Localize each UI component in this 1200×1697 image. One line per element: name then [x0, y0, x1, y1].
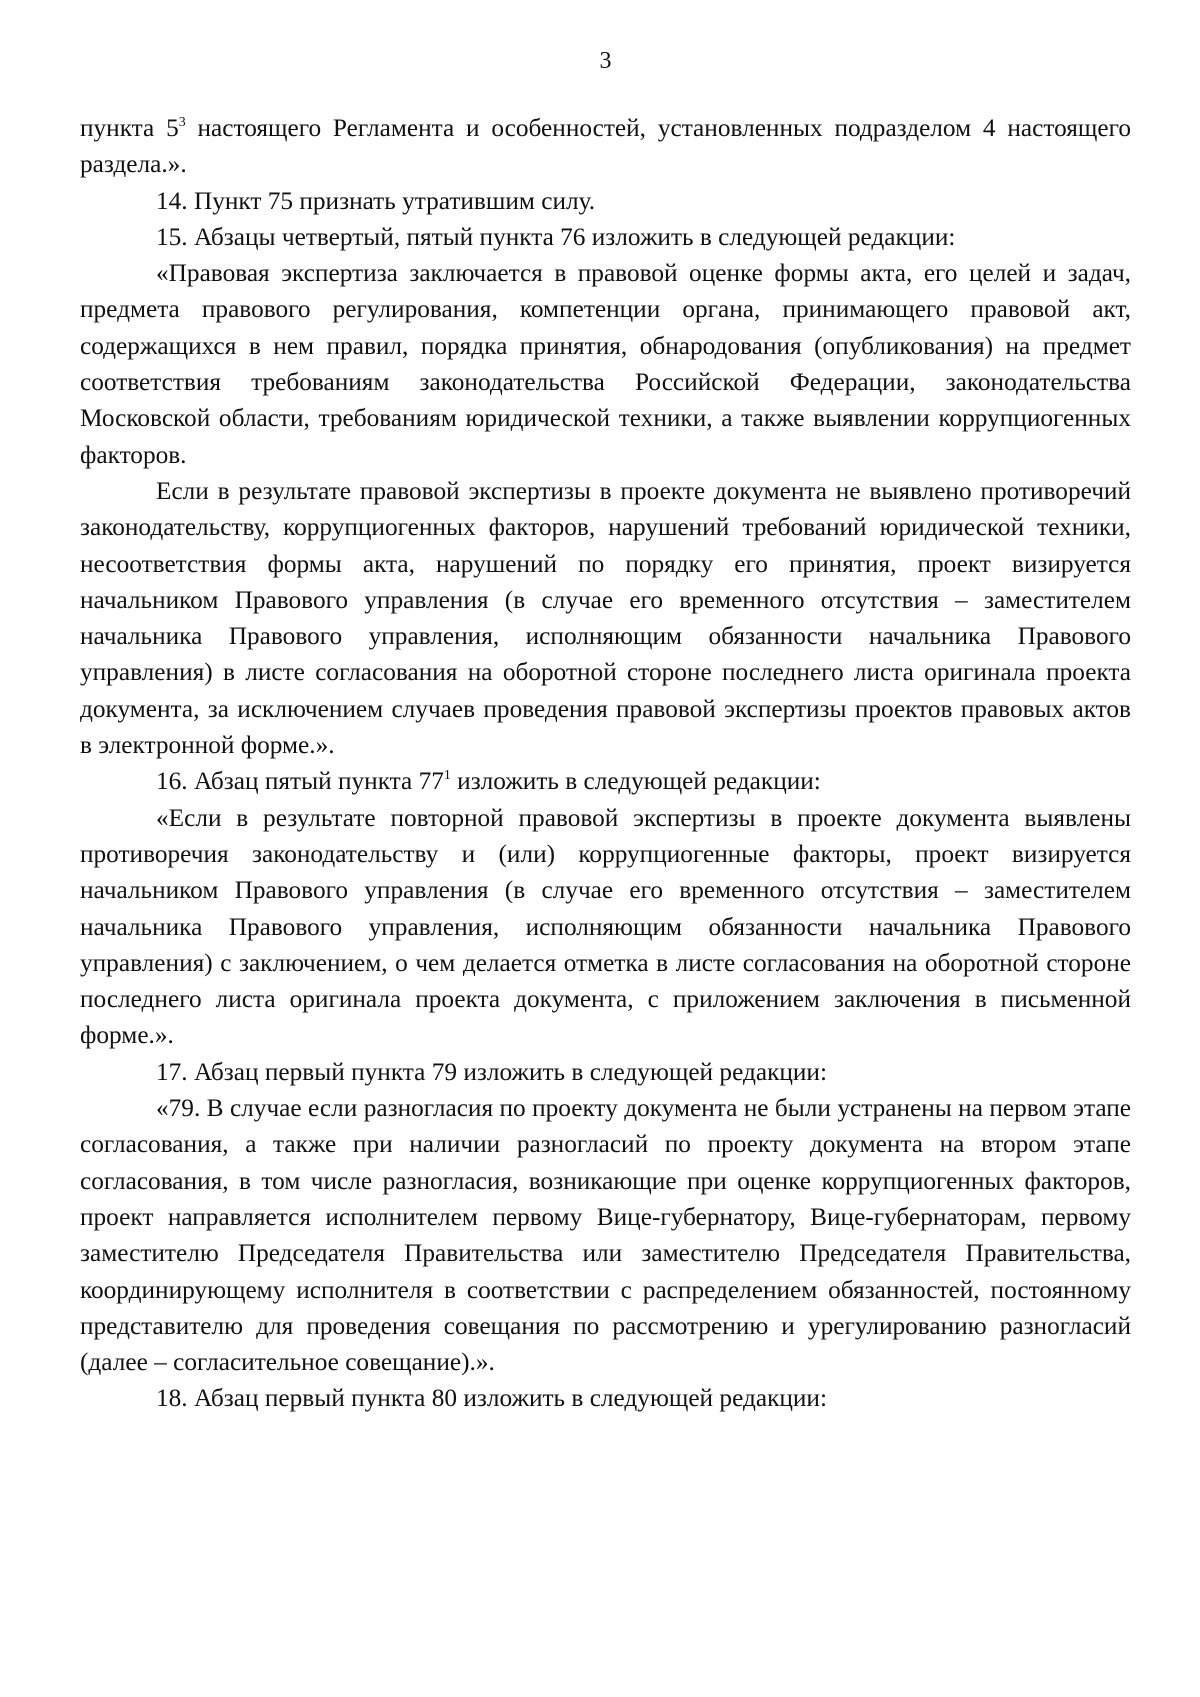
- paragraph-text: 16. Абзац пятый пункта 77: [156, 767, 444, 796]
- paragraph-item-16: [80, 763, 1131, 799]
- paragraph-text: 18. Абзац первый пункта 80 изложить в следующей редакции:: [156, 1384, 827, 1413]
- paragraph-text: пункта 5: [80, 114, 179, 142]
- paragraph-text: 14. Пункт 75 признать утратившим силу.: [156, 186, 596, 215]
- paragraph-item-18: [80, 1380, 1131, 1416]
- paragraph-text: «Если в результате повторной правовой экспертизы в проекте документа выявлены противоречия законодательству и (или) коррупциогенные факторы, проект визируется начальником Правового управления (в случае его временного отсутствия – заместителем начальника Правового управления, исполняющим обязанности начальника Правового управления) с заключением, о чем делается отметка в листе согласования на оборотной стороне последнего листа оригинала проекта документа, с приложением заключения в письменной форме.».: [80, 803, 1131, 1050]
- paragraph-item-14: [80, 183, 1131, 219]
- paragraph-text: «Правовая экспертиза заключается в правовой оценке формы акта, его целей и задач, предмета правового регулирования, компетенции органа, принимающего правовой акт, содержащихся в нем правил, порядка принятия, обнародования (опубликования) на предмет соответствия требованиям законодательства Российской Федерации, законодательства Московской области, требованиям юридической техники, а также выявлении коррупциогенных факторов.: [80, 259, 1131, 469]
- paragraph-text: изложить в следующей редакции:: [450, 767, 821, 796]
- paragraph-quote-legal-expertise: [80, 255, 1131, 473]
- paragraph-item-15: [80, 219, 1131, 255]
- page-number: 3: [599, 48, 612, 74]
- paragraph-text: настоящего Регламента и особенностей, установленных подразделом 4 настоящего раздела.».: [80, 114, 1131, 179]
- superscript-index: 1: [443, 767, 451, 783]
- paragraph-quote-point-79: [80, 1090, 1131, 1380]
- paragraph-text: 17. Абзац первый пункта 79 изложить в следующей редакции:: [156, 1057, 827, 1086]
- superscript-index: 3: [178, 114, 186, 130]
- paragraph-text: 15. Абзацы четвертый, пятый пункта 76 изложить в следующей редакции:: [156, 222, 956, 251]
- paragraph-quote-expertise-result: [80, 473, 1131, 763]
- paragraph-quote-repeat-expertise: [80, 800, 1131, 1054]
- paragraph-item-17: [80, 1054, 1131, 1090]
- paragraph-continuation: [80, 110, 1131, 183]
- document-body: [80, 110, 1131, 1417]
- paragraph-text: «79. В случае если разногласия по проекту документа не были устранены на первом этапе согласования, а также при наличии разногласий по проекту документа на втором этапе согласования, в том числе разногласия, возникающие при оценке коррупциогенных факторов, проект направляется исполнителем первому Вице-губернатору, Вице-губернаторам, первому заместителю Председателя Правительства или заместителю Председателя Правительства, координирующему исполнителя в соответствии с распределением обязанностей, постоянному представителю для проведения совещания по рассмотрению и урегулированию разногласий (далее – согласительное совещание).».: [80, 1094, 1131, 1377]
- paragraph-text: Если в результате правовой экспертизы в проекте документа не выявлено противоречий законодательству, коррупциогенных факторов, нарушений требований юридической техники, несоответствия формы акта, нарушений по порядку его принятия, проект визируется начальником Правового управления (в случае его временного отсутствия – заместителем начальника Правового управления, исполняющим обязанности начальника Правового управления) в листе согласования на оборотной стороне последнего листа оригинала проекта документа, за исключением случаев проведения правовой экспертизы проектов правовых актов в электронной форме.».: [80, 476, 1131, 760]
